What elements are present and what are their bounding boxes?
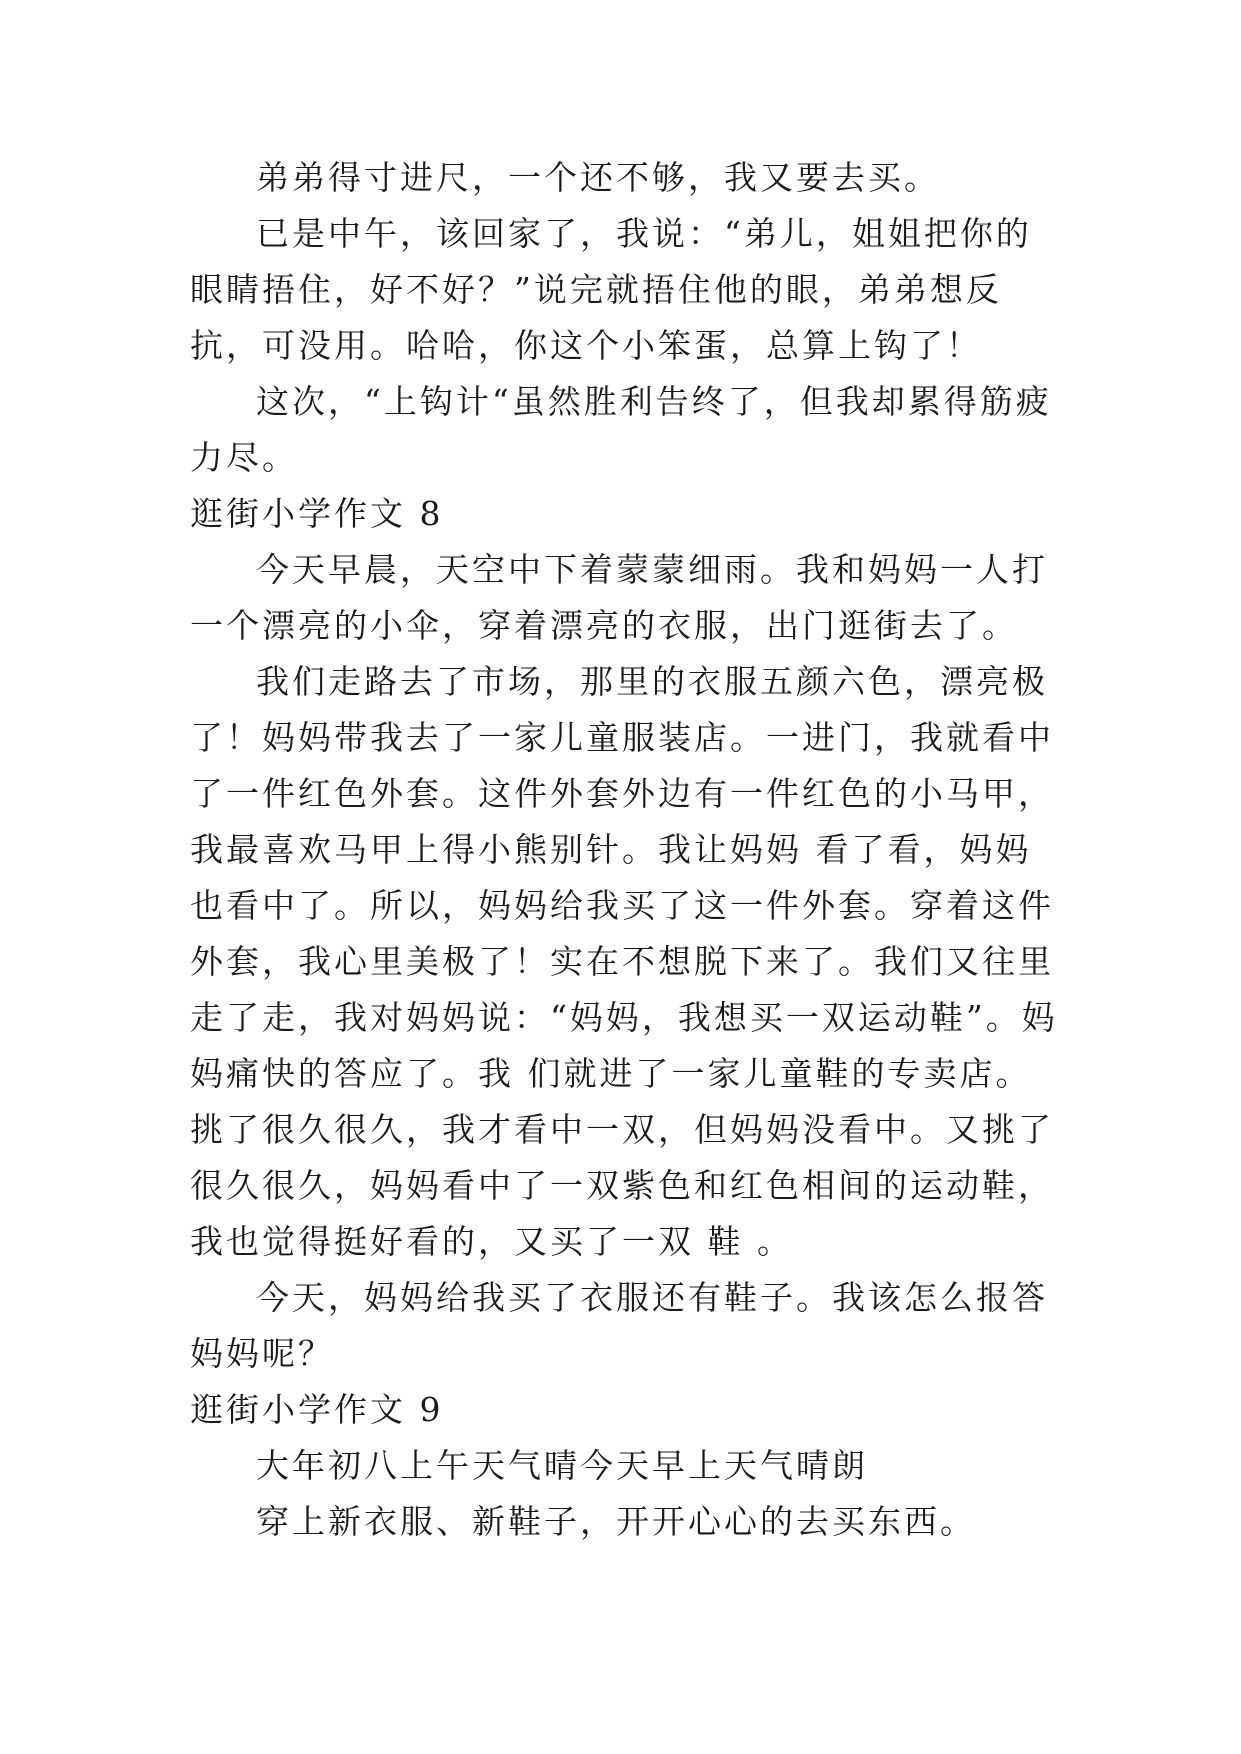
paragraph: 弟弟得寸进尺，一个还不够，我又要去买。 xyxy=(256,158,940,197)
paragraph: 这次，“上钩计“虽然胜利告终了，但我却累得筋疲力尽。 xyxy=(190,382,1052,477)
paragraph: 大年初八上午天气晴今天早上天气晴朗 xyxy=(256,1446,868,1485)
section-heading: 逛街小学作文 9 xyxy=(190,1390,444,1429)
paragraph: 已是中午，该回家了，我说：“弟儿，姐姐把你的眼睛捂住，好不好？”说完就捂住他的眼，弟弟想反抗，可没用。哈哈，你这个小笨蛋，总算上钩了！ xyxy=(190,214,1032,365)
paragraph: 穿上新衣服、新鞋子，开开心心的去买东西。 xyxy=(256,1502,976,1541)
paragraph: 我们走路去了市场，那里的衣服五颜六色，漂亮极了！妈妈带我去了一家儿童服装店。一进门，我就看中了一件红色外套。这件外套外边有一件红色的小马甲，我最喜欢马甲上得小熊别针。我让妈妈 看了看，妈妈也看中了。所以，妈妈给我买了这一件外套。穿着这件外套，我心里美极了！实在不想脱下来了。我们又往里走了走，我对妈妈说：“妈妈，我想买一双运动鞋”。妈妈痛快的答应了。我 们就进了一家儿童鞋的专卖店。挑了很久很久，我才看中一双，但妈妈没看中。又挑了很久很久，妈妈看中了一双紫色和红色相间的运动鞋，我也觉得挺好看的，又买了一双 鞋 。 xyxy=(190,662,1058,1261)
paragraph: 今天早晨，天空中下着蒙蒙细雨。我和妈妈一人打一个漂亮的小伞，穿着漂亮的衣服，出门逛街去了。 xyxy=(190,550,1048,645)
document-body xyxy=(190,150,1060,1550)
section-heading: 逛街小学作文 8 xyxy=(190,494,444,533)
paragraph: 今天，妈妈给我买了衣服还有鞋子。我该怎么报答妈妈呢？ xyxy=(190,1278,1048,1373)
